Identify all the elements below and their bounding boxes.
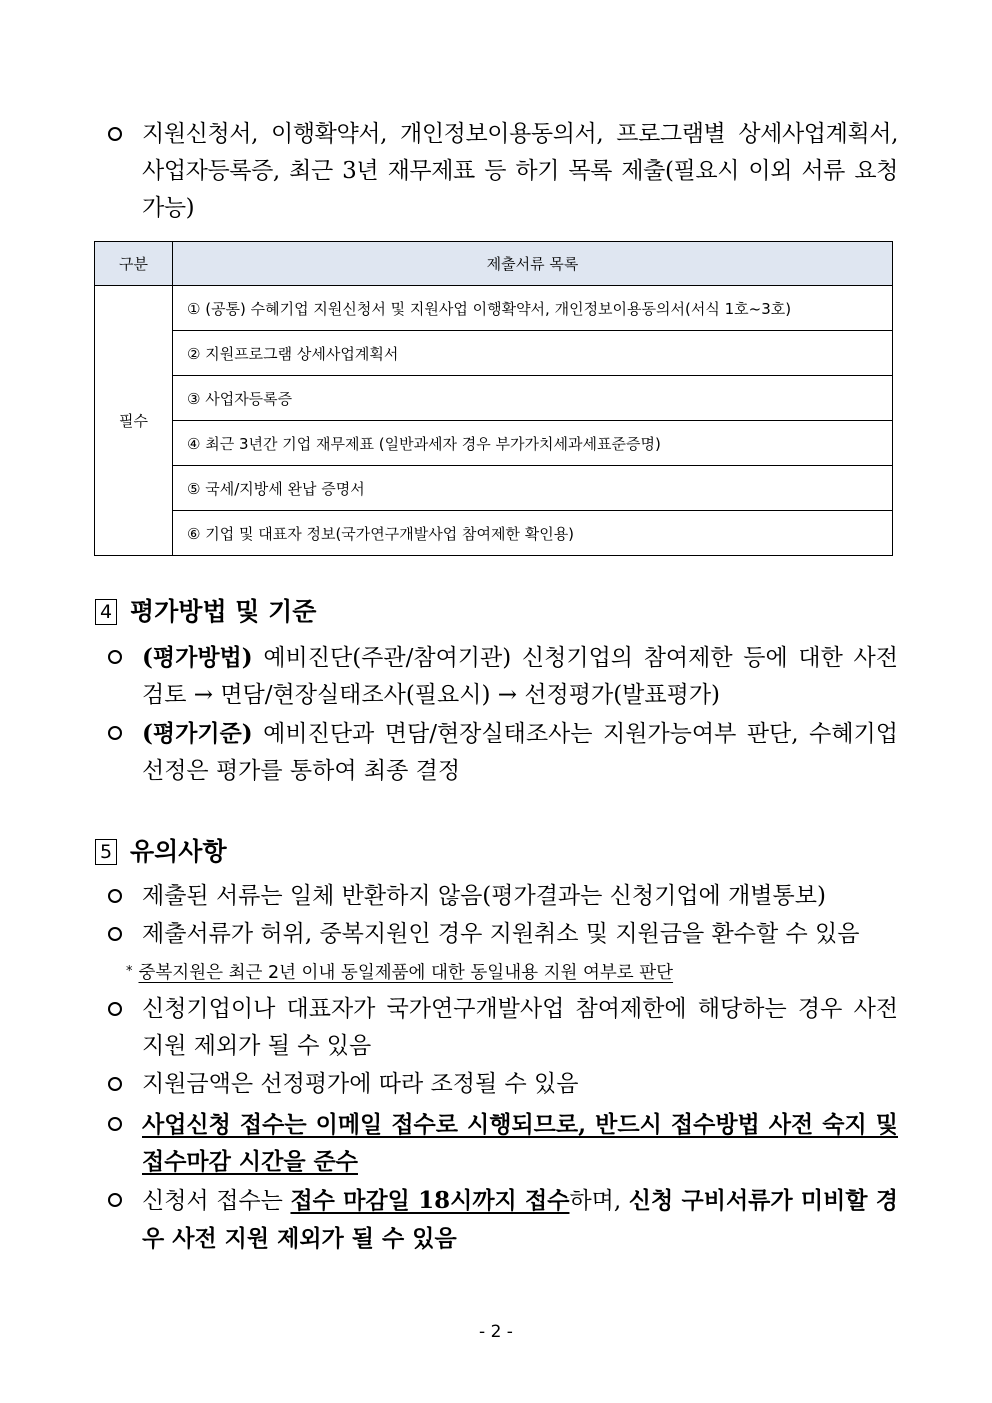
table-row xyxy=(95,421,893,466)
circle-bullet-icon xyxy=(108,927,122,941)
category-cell: 필수 xyxy=(95,286,173,556)
circle-bullet-icon xyxy=(108,889,122,903)
documents-table xyxy=(94,241,893,556)
section-5-heading xyxy=(95,836,227,868)
notice-bullet xyxy=(108,878,898,915)
circle-bullet-icon xyxy=(108,1117,122,1131)
table-row xyxy=(95,331,893,376)
notice-text: 사업신청 접수는 이메일 접수로 시행되므로, 반드시 접수방법 사전 숙지 및 접수마감 시간을 준수 xyxy=(142,1111,898,1175)
notice-text: 신청서 접수는 xyxy=(142,1188,291,1214)
circle-bullet-icon xyxy=(108,1077,122,1091)
section-title: 유의사항 xyxy=(130,837,227,866)
bullet-label: (평가방법) xyxy=(142,644,253,671)
circle-bullet-icon xyxy=(108,1002,122,1016)
duplicate-support-note xyxy=(126,958,673,987)
page-number: - 2 - xyxy=(479,1322,513,1342)
notice-bullet xyxy=(108,1106,898,1180)
circle-bullet-icon xyxy=(108,726,122,740)
document-item: ② 지원프로그램 상세사업계획서 xyxy=(173,331,893,376)
notice-text: 하며, xyxy=(569,1188,629,1214)
circle-bullet-icon xyxy=(108,1193,122,1207)
notice-bullet xyxy=(108,1182,898,1258)
notice-bullet xyxy=(108,916,898,953)
note-text: 중복지원은 최근 2년 이내 동일제품에 대한 동일내용 지원 여부로 판단 xyxy=(138,963,674,983)
bullet-text: 예비진단(주관/참여기관) 신청기업의 참여제한 등에 대한 사전검토 → 면담/현장실태조사(필요시) → 선정평가(발표평가) xyxy=(142,645,898,708)
deadline-text: 접수 마감일 18시까지 접수 xyxy=(290,1187,570,1214)
document-item: ③ 사업자등록증 xyxy=(173,376,893,421)
table-row xyxy=(95,376,893,421)
notice-bullet xyxy=(108,991,898,1065)
bullet-label: (평가기준) xyxy=(142,720,253,747)
section-title: 평가방법 및 기준 xyxy=(130,597,317,626)
table-row xyxy=(95,466,893,511)
header-documents: 제출서류 목록 xyxy=(173,242,893,286)
notice-text: 신청기업이나 대표자가 국가연구개발사업 참여제한에 해당하는 경우 사전 지원 제외가 될 수 있음 xyxy=(142,996,898,1059)
evaluation-criteria-bullet xyxy=(108,715,898,790)
evaluation-method-bullet xyxy=(108,639,898,714)
document-item: ⑥ 기업 및 대표자 정보(국가연구개발사업 참여제한 확인용) xyxy=(173,511,893,556)
table-header-row xyxy=(95,242,893,286)
intro-bullet xyxy=(108,116,898,227)
header-category: 구분 xyxy=(95,242,173,286)
notice-bullet xyxy=(108,1066,898,1103)
section-4-heading xyxy=(95,596,316,628)
section-number-box: 4 xyxy=(95,599,117,625)
asterisk: * xyxy=(126,964,133,979)
notice-text: 제출서류가 허위, 중복지원인 경우 지원취소 및 지원금을 환수할 수 있음 xyxy=(142,921,860,947)
document-item: ⑤ 국세/지방세 완납 증명서 xyxy=(173,466,893,511)
notice-text: 제출된 서류는 일체 반환하지 않음(평가결과는 신청기업에 개별통보) xyxy=(142,883,826,909)
notice-bold-text: 신청 구비서류가 미비할 경우 사전 지원 제외가 될 수 있음 xyxy=(142,1187,899,1252)
table-row xyxy=(95,286,893,331)
circle-bullet-icon xyxy=(108,650,122,664)
bullet-text: 예비진단과 면담/현장실태조사는 지원가능여부 판단, 수혜기업 선정은 평가를 통하여 최종 결정 xyxy=(142,721,898,784)
section-number-box: 5 xyxy=(95,839,117,865)
notice-text: 지원금액은 선정평가에 따라 조정될 수 있음 xyxy=(142,1071,579,1097)
document-item: ④ 최근 3년간 기업 재무제표 (일반과세자 경우 부가가치세과세표준증명) xyxy=(173,421,893,466)
intro-text: 지원신청서, 이행확약서, 개인정보이용동의서, 프로그램별 상세사업계획서, 사업자등록증, 최근 3년 재무제표 등 하기 목록 제출(필요시 이외 서류 요청 가능) xyxy=(142,121,898,221)
circle-bullet-icon xyxy=(108,127,122,141)
table-row xyxy=(95,511,893,556)
document-item: ① (공통) 수혜기업 지원신청서 및 지원사업 이행확약서, 개인정보이용동의서(서식 1호~3호) xyxy=(173,286,893,331)
